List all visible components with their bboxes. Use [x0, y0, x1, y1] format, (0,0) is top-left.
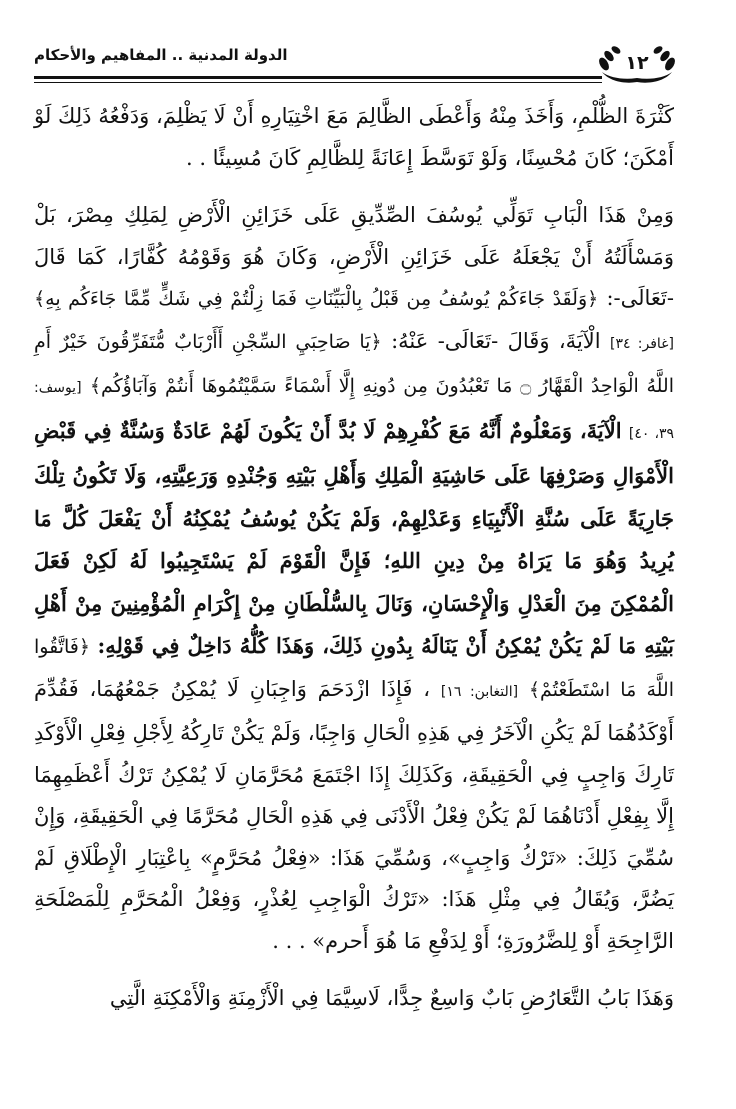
verse-reference: [غافر: ٣٤] — [610, 335, 674, 352]
paragraph-1 — [34, 96, 674, 179]
quran-verse: ﴿فَاتَّقُوا اللَّهَ مَا اسْتَطَعْتُمْ﴾ — [34, 636, 674, 701]
header-rule-thin — [34, 82, 602, 83]
body-text — [34, 96, 674, 1020]
page-number-ornament — [592, 42, 682, 86]
paragraph-text: كَثْرَةَ الظُّلْمِ، وَأَخَذَ مِنْهُ وَأَعْطَى الظَّالِمَ مَعَ اخْتِيَارِهِ أَنْ لَا يَظْلِمَ، وَدَفْعُهُ ذَلِكَ لَوْ أَمْكَنَ؛ كَانَ مُحْسِنًا، وَلَوْ تَوَسَّطَ إِعَانَةً لِلظَّالِمِ كَانَ مُسِيئًا . . — [34, 104, 674, 170]
quran-verse: ﴿وَلَقَدْ جَاءَكُمْ يُوسُفُ مِن قَبْلُ بِالْبَيِّنَاتِ فَمَا زِلْتُمْ فِي شَكٍّ مِّمَّا جَاءَكُم بِهِ﴾ — [34, 288, 599, 310]
quran-verse: ﴿يَا صَاحِبَيِ السِّجْنِ أَأَرْبَابٌ مُّتَفَرِّقُونَ خَيْرٌ أَمِ اللَّهُ الْوَاحِدُ الْقَهَّارُ ۝ مَا تَعْبُدُونَ مِن دُونِهِ إِلَّا أَسْمَاءً سَمَّيْتُمُوهَا أَنتُمْ وَآبَاؤُكُم﴾ — [34, 330, 674, 397]
header-rule-thick — [34, 76, 602, 79]
page-header — [34, 34, 672, 84]
paragraph-text: وَمِنْ هَذَا الْبَابِ تَوَلِّي يُوسُفَ الصِّدِّيقِ عَلَى خَزَائِنِ الْأَرْضِ لِمَلِكِ مِصْرَ، بَلْ وَمَسْأَلَتُهُ أَنْ يَجْعَلَهُ عَلَى خَزَائِنِ الْأَرْضِ، وَكَانَ هُوَ وَقَوْمُهُ كُفَّارًا، كَمَا قَالَ -تَعَالَى-: — [34, 203, 674, 310]
paragraph-2 — [34, 195, 674, 962]
paragraph-text: ، فَإِذَا ازْدَحَمَ وَاجِبَانِ لَا يُمْكِنُ جَمْعُهُمَا، فَقُدِّمَ أَوْكَدُهُمَا لَمْ يَكُنِ الْآخَرُ فِي هَذِهِ الْحَالِ وَاجِبًا، وَلَمْ يَكُنْ تَارِكُهُ لِأَجْلِ فِعْلِ الْأَوْكَدِ تَارِكَ وَاجِبٍ فِي الْحَقِيقَةِ، وَكَذَلِكَ إِذَا اجْتَمَعَ مُحَرَّمَانِ لَا يُمْكِنُ تَرْكُ أَعْظَمِهِمَا إِلَّا بِفِعْلِ أَدْنَاهُمَا لَمْ يَكُنْ فِعْلُ الْأَدْنَى فِي هَذِهِ الْحَالِ مُحَرَّمًا فِي الْحَقِيقَةِ، وَإِنْ سُمِّيَ ذَلِكَ: «تَرْكُ وَاجِبٍ»، وَسُمِّيَ هَذَا: «فِعْلُ مُحَرَّمٍ» بِاعْتِبَارِ الْإِطْلَاقِ لَمْ يَضُرَّ، وَيُقَالُ فِي مِثْلِ هَذَا: «تَرْكُ الْوَاجِبِ لِعُذْرٍ، وَفِعْلُ الْمُحَرَّمِ لِلْمَصْلَحَةِ الرَّاجِحَةِ أَوْ لِلضَّرُورَةِ؛ أَوْ لِدَفْعِ مَا هُوَ أَحرم» . . . — [34, 676, 675, 953]
page-number: ١٢ — [625, 52, 649, 74]
verse-reference: [التغابن: ١٦] — [440, 683, 519, 700]
paragraph-text: الْآيَةَ، وَمَعْلُومٌ أَنَّهُ مَعَ كُفْرِهِمْ لَا بُدَّ أَنْ يَكُونَ لَهُمْ عَادَةٌ وَسُنَّةٌ فِي قَبْضِ الْأَمْوَالِ وَصَرْفِهَا عَلَى حَاشِيَةِ الْمَلِكِ وَأَهْلِ بَيْتِهِ وَجُنْدِهِ وَرَعِيَّتِهِ، وَلَا تَكُونُ تِلْكَ جَارِيَةً عَلَى سُنَّةِ الْأَنْبِيَاءِ وَعَدْلِهِمْ، وَلَمْ يَكُنْ يُوسُفُ يُمْكِنُهُ أَنْ يَفْعَلَ كُلَّ مَا يُرِيدُ وَهُوَ مَا يَرَاهُ مِنْ دِينِ اللهِ؛ فَإِنَّ الْقَوْمَ لَمْ يَسْتَجِيبُوا لَهُ لَكِنْ فَعَلَ الْمُمْكِنَ مِنَ الْعَدْلِ وَالْإِحْسَانِ، وَنَالَ بِالسُّلْطَانِ مِنْ إِكْرَامِ الْمُؤْمِنِينَ مِنْ أَهْلِ بَيْتِهِ مَا لَمْ يَكُنْ يُمْكِنُ أَنْ يَنَالَهُ بِدُونِ ذَلِكَ، وَهَذَا كُلُّهُ دَاخِلٌ فِي قَوْلِهِ: — [34, 417, 674, 658]
running-title: الدولة المدنية .. المفاهيم والأحكام — [34, 46, 288, 64]
paragraph-text: الْآيَةَ، وَقَالَ -تَعَالَى- عَنْهُ: — [391, 328, 601, 353]
verse-reference: [يوسف: ٣٩، ٤٠] — [34, 380, 675, 442]
paragraph-3 — [34, 978, 674, 1020]
paragraph-text: وَهَذَا بَابُ التَّعَارُضِ بَابٌ وَاسِعٌ جِدًّا، لَاسِيَّمَا فِي الْأَزْمِنَةِ وَالْأَمْكِنَةِ الَّتِي — [109, 986, 674, 1010]
